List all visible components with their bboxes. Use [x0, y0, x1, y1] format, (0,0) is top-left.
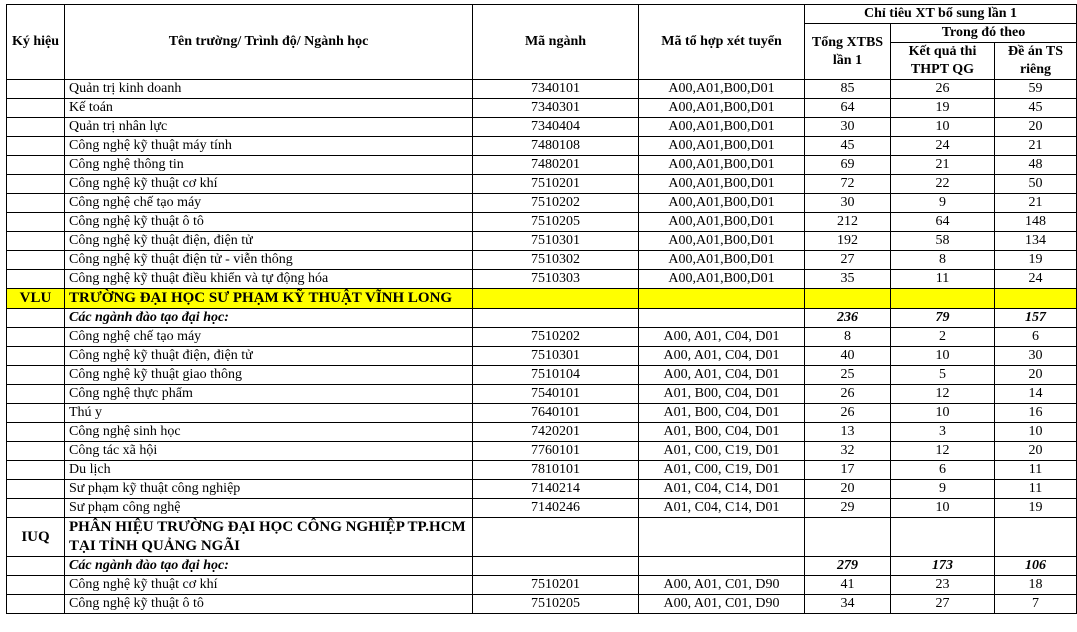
quota-total: 25: [805, 366, 891, 385]
header-ma-to-hop: Mã tổ hợp xét tuyển: [639, 5, 805, 80]
school-code: VLU: [7, 289, 65, 309]
empty-cell: [639, 518, 805, 557]
program-code: 7340101: [473, 80, 639, 99]
quota-rieng: 14: [995, 385, 1077, 404]
empty-cell: [7, 309, 65, 328]
table-row: [7, 156, 1077, 175]
table-row: [7, 461, 1077, 480]
quota-thpt: 9: [891, 194, 995, 213]
program-name: Công nghệ chế tạo máy: [65, 328, 473, 347]
quota-thpt: 10: [891, 404, 995, 423]
admission-quota-table: [6, 4, 1077, 614]
header-chi-tieu: Chỉ tiêu XT bổ sung lần 1: [805, 5, 1077, 24]
group-label: Các ngành đào tạo đại học:: [65, 309, 473, 328]
program-code: 7510303: [473, 270, 639, 289]
program-code: 7640101: [473, 404, 639, 423]
program-name: Thú y: [65, 404, 473, 423]
quota-thpt: 5: [891, 366, 995, 385]
program-name: Du lịch: [65, 461, 473, 480]
quota-thpt: 8: [891, 251, 995, 270]
program-name: Công nghệ kỹ thuật điện tử - viễn thông: [65, 251, 473, 270]
ky-hieu-cell: [7, 461, 65, 480]
quota-rieng: 134: [995, 232, 1077, 251]
empty-cell: [7, 557, 65, 576]
quota-rieng: 11: [995, 461, 1077, 480]
empty-cell: [891, 518, 995, 557]
program-code: 7340301: [473, 99, 639, 118]
table-row: [7, 251, 1077, 270]
group-thpt: 79: [891, 309, 995, 328]
quota-total: 34: [805, 595, 891, 614]
program-name: Công nghệ kỹ thuật điều khiển và tự động hóa: [65, 270, 473, 289]
ky-hieu-cell: [7, 251, 65, 270]
quota-total: 35: [805, 270, 891, 289]
program-name: Quản trị nhân lực: [65, 118, 473, 137]
quota-total: 41: [805, 576, 891, 595]
header-de-an: Đề án TS riêng: [995, 43, 1077, 80]
program-name: Công nghệ kỹ thuật cơ khí: [65, 175, 473, 194]
quota-total: 29: [805, 499, 891, 518]
program-code: 7510202: [473, 328, 639, 347]
ky-hieu-cell: [7, 232, 65, 251]
quota-rieng: 148: [995, 213, 1077, 232]
quota-total: 27: [805, 251, 891, 270]
quota-rieng: 20: [995, 118, 1077, 137]
vlu-group-row: [7, 309, 1077, 328]
subject-combination: A00,A01,B00,D01: [639, 213, 805, 232]
program-code: 7810101: [473, 461, 639, 480]
program-name: Quản trị kinh doanh: [65, 80, 473, 99]
quota-rieng: 6: [995, 328, 1077, 347]
quota-rieng: 7: [995, 595, 1077, 614]
table-row: [7, 270, 1077, 289]
table-row: [7, 194, 1077, 213]
quota-rieng: 16: [995, 404, 1077, 423]
subject-combination: A00, A01, C04, D01: [639, 328, 805, 347]
ky-hieu-cell: [7, 499, 65, 518]
quota-thpt: 26: [891, 80, 995, 99]
program-code: 7140246: [473, 499, 639, 518]
program-name: Công tác xã hội: [65, 442, 473, 461]
program-name: Công nghệ kỹ thuật máy tính: [65, 137, 473, 156]
table-row: [7, 385, 1077, 404]
quota-total: 30: [805, 194, 891, 213]
program-code: 7480201: [473, 156, 639, 175]
ky-hieu-cell: [7, 213, 65, 232]
quota-rieng: 11: [995, 480, 1077, 499]
quota-total: 32: [805, 442, 891, 461]
empty-cell: [805, 289, 891, 309]
quota-total: 26: [805, 385, 891, 404]
subject-combination: A00, A01, C01, D90: [639, 595, 805, 614]
program-name: Sư phạm kỹ thuật công nghiệp: [65, 480, 473, 499]
table-row: [7, 347, 1077, 366]
table-row: [7, 213, 1077, 232]
subject-combination: A01, C04, C14, D01: [639, 480, 805, 499]
program-name: Công nghệ kỹ thuật ô tô: [65, 213, 473, 232]
quota-rieng: 21: [995, 137, 1077, 156]
subject-combination: A01, B00, C04, D01: [639, 423, 805, 442]
quota-thpt: 12: [891, 442, 995, 461]
vlu-school-row: [7, 289, 1077, 309]
ky-hieu-cell: [7, 576, 65, 595]
ky-hieu-cell: [7, 270, 65, 289]
school-name: PHÂN HIỆU TRƯỜNG ĐẠI HỌC CÔNG NGHIỆP TP.HCM TẠI TỈNH QUẢNG NGÃI: [65, 518, 473, 557]
quota-thpt: 3: [891, 423, 995, 442]
quota-thpt: 64: [891, 213, 995, 232]
quota-thpt: 22: [891, 175, 995, 194]
quota-total: 8: [805, 328, 891, 347]
quota-rieng: 18: [995, 576, 1077, 595]
quota-total: 20: [805, 480, 891, 499]
quota-thpt: 27: [891, 595, 995, 614]
quota-rieng: 50: [995, 175, 1077, 194]
table-row: [7, 576, 1077, 595]
table-row: [7, 328, 1077, 347]
table-row: [7, 99, 1077, 118]
ky-hieu-cell: [7, 423, 65, 442]
program-name: Công nghệ kỹ thuật cơ khí: [65, 576, 473, 595]
subject-combination: A00,A01,B00,D01: [639, 80, 805, 99]
ky-hieu-cell: [7, 137, 65, 156]
subject-combination: A00,A01,B00,D01: [639, 232, 805, 251]
group-rieng: 106: [995, 557, 1077, 576]
program-code: 7510201: [473, 576, 639, 595]
header-trong-do: Trong đó theo: [891, 24, 1077, 43]
quota-rieng: 19: [995, 251, 1077, 270]
subject-combination: A00, A01, C01, D90: [639, 576, 805, 595]
program-name: Công nghệ kỹ thuật điện, điện tử: [65, 347, 473, 366]
program-code: 7510302: [473, 251, 639, 270]
program-code: 7510205: [473, 213, 639, 232]
program-code: 7510104: [473, 366, 639, 385]
table-body: [7, 80, 1077, 614]
quota-total: 72: [805, 175, 891, 194]
ky-hieu-cell: [7, 175, 65, 194]
quota-thpt: 10: [891, 499, 995, 518]
program-name: Sư phạm công nghệ: [65, 499, 473, 518]
program-code: 7760101: [473, 442, 639, 461]
quota-thpt: 12: [891, 385, 995, 404]
subject-combination: A00,A01,B00,D01: [639, 156, 805, 175]
quota-total: 17: [805, 461, 891, 480]
table-row: [7, 499, 1077, 518]
subject-combination: A01, B00, C04, D01: [639, 404, 805, 423]
program-name: Công nghệ thông tin: [65, 156, 473, 175]
group-label: Các ngành đào tạo đại học:: [65, 557, 473, 576]
group-thpt: 173: [891, 557, 995, 576]
empty-cell: [995, 518, 1077, 557]
ky-hieu-cell: [7, 442, 65, 461]
ky-hieu-cell: [7, 194, 65, 213]
ky-hieu-cell: [7, 385, 65, 404]
subject-combination: A01, C04, C14, D01: [639, 499, 805, 518]
header-ma-nganh: Mã ngành: [473, 5, 639, 80]
program-code: 7420201: [473, 423, 639, 442]
table-row: [7, 404, 1077, 423]
quota-rieng: 10: [995, 423, 1077, 442]
quota-total: 13: [805, 423, 891, 442]
table-row: [7, 137, 1077, 156]
quota-total: 30: [805, 118, 891, 137]
quota-total: 45: [805, 137, 891, 156]
quota-rieng: 24: [995, 270, 1077, 289]
program-code: 7510205: [473, 595, 639, 614]
quota-thpt: 19: [891, 99, 995, 118]
empty-cell: [639, 309, 805, 328]
empty-cell: [891, 289, 995, 309]
table-row: [7, 80, 1077, 99]
quota-thpt: 10: [891, 118, 995, 137]
subject-combination: A01, C00, C19, D01: [639, 461, 805, 480]
quota-total: 85: [805, 80, 891, 99]
subject-combination: A00, A01, C04, D01: [639, 366, 805, 385]
subject-combination: A00,A01,B00,D01: [639, 270, 805, 289]
table-row: [7, 175, 1077, 194]
subject-combination: A00, A01, C04, D01: [639, 347, 805, 366]
table-row: [7, 232, 1077, 251]
quota-thpt: 24: [891, 137, 995, 156]
ky-hieu-cell: [7, 347, 65, 366]
quota-thpt: 2: [891, 328, 995, 347]
table-row: [7, 366, 1077, 385]
ky-hieu-cell: [7, 328, 65, 347]
program-code: 7510301: [473, 347, 639, 366]
program-code: 7340404: [473, 118, 639, 137]
quota-thpt: 6: [891, 461, 995, 480]
table-row: [7, 480, 1077, 499]
iuq-group-row: [7, 557, 1077, 576]
header-ky-hieu: Ký hiệu: [7, 5, 65, 80]
program-code: 7510202: [473, 194, 639, 213]
program-name: Công nghệ kỹ thuật giao thông: [65, 366, 473, 385]
header-ket-qua: Kết quả thi THPT QG: [891, 43, 995, 80]
quota-rieng: 21: [995, 194, 1077, 213]
subject-combination: A00,A01,B00,D01: [639, 194, 805, 213]
quota-thpt: 58: [891, 232, 995, 251]
program-code: 7540101: [473, 385, 639, 404]
ky-hieu-cell: [7, 80, 65, 99]
iuq-school-row: [7, 518, 1077, 557]
subject-combination: A00,A01,B00,D01: [639, 118, 805, 137]
quota-total: 212: [805, 213, 891, 232]
ky-hieu-cell: [7, 595, 65, 614]
subject-combination: A00,A01,B00,D01: [639, 251, 805, 270]
empty-cell: [995, 289, 1077, 309]
school-name: TRƯỜNG ĐẠI HỌC SƯ PHẠM KỸ THUẬT VĨNH LONG: [65, 289, 473, 309]
quota-rieng: 59: [995, 80, 1077, 99]
quota-thpt: 23: [891, 576, 995, 595]
ky-hieu-cell: [7, 480, 65, 499]
program-name: Công nghệ chế tạo máy: [65, 194, 473, 213]
table-row: [7, 423, 1077, 442]
empty-cell: [473, 309, 639, 328]
ky-hieu-cell: [7, 404, 65, 423]
ky-hieu-cell: [7, 99, 65, 118]
quota-total: 26: [805, 404, 891, 423]
quota-thpt: 9: [891, 480, 995, 499]
empty-cell: [639, 557, 805, 576]
group-rieng: 157: [995, 309, 1077, 328]
quota-rieng: 19: [995, 499, 1077, 518]
quota-total: 64: [805, 99, 891, 118]
header-tong: Tổng XTBS lần 1: [805, 24, 891, 80]
program-name: Kế toán: [65, 99, 473, 118]
program-code: 7480108: [473, 137, 639, 156]
quota-rieng: 45: [995, 99, 1077, 118]
ky-hieu-cell: [7, 366, 65, 385]
school-code: IUQ: [7, 518, 65, 557]
program-name: Công nghệ thực phẩm: [65, 385, 473, 404]
program-name: Công nghệ sinh học: [65, 423, 473, 442]
group-total: 279: [805, 557, 891, 576]
program-code: 7140214: [473, 480, 639, 499]
table-row: [7, 118, 1077, 137]
quota-rieng: 20: [995, 442, 1077, 461]
subject-combination: A01, C00, C19, D01: [639, 442, 805, 461]
quota-thpt: 21: [891, 156, 995, 175]
quota-total: 69: [805, 156, 891, 175]
program-name: Công nghệ kỹ thuật điện, điện tử: [65, 232, 473, 251]
program-code: 7510301: [473, 232, 639, 251]
quota-thpt: 11: [891, 270, 995, 289]
program-name: Công nghệ kỹ thuật ô tô: [65, 595, 473, 614]
subject-combination: A01, B00, C04, D01: [639, 385, 805, 404]
quota-rieng: 30: [995, 347, 1077, 366]
program-code: 7510201: [473, 175, 639, 194]
table-row: [7, 442, 1077, 461]
empty-cell: [473, 557, 639, 576]
quota-rieng: 20: [995, 366, 1077, 385]
subject-combination: A00,A01,B00,D01: [639, 99, 805, 118]
table-row: [7, 595, 1077, 614]
header-ten-truong: Tên trường/ Trình độ/ Ngành học: [65, 5, 473, 80]
group-total: 236: [805, 309, 891, 328]
quota-total: 40: [805, 347, 891, 366]
ky-hieu-cell: [7, 118, 65, 137]
empty-cell: [805, 518, 891, 557]
ky-hieu-cell: [7, 156, 65, 175]
empty-cell: [473, 289, 639, 309]
empty-cell: [473, 518, 639, 557]
empty-cell: [639, 289, 805, 309]
subject-combination: A00,A01,B00,D01: [639, 175, 805, 194]
subject-combination: A00,A01,B00,D01: [639, 137, 805, 156]
quota-thpt: 10: [891, 347, 995, 366]
quota-rieng: 48: [995, 156, 1077, 175]
quota-total: 192: [805, 232, 891, 251]
